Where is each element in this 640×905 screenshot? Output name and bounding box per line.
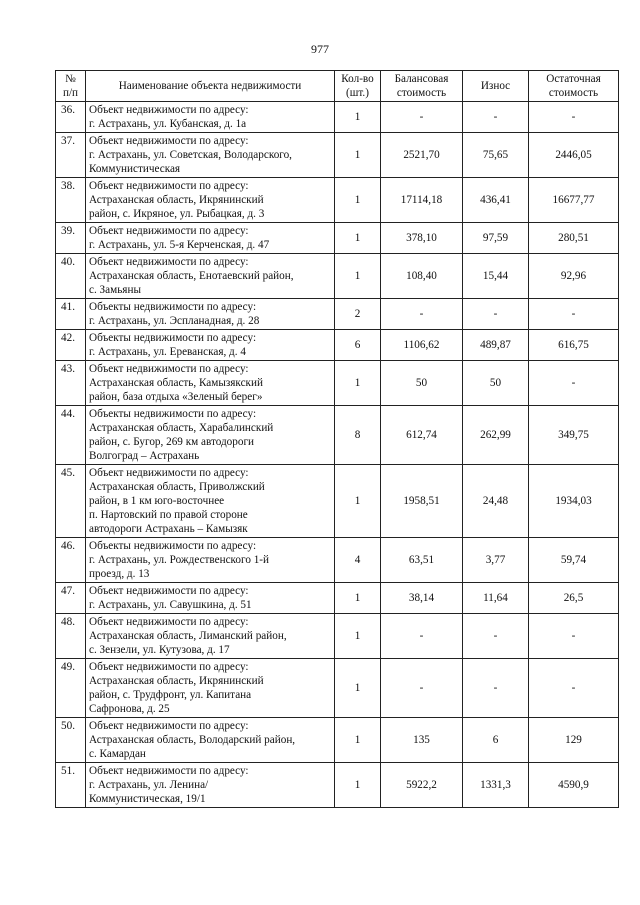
balance-value-cell: 1106,62 — [381, 330, 463, 361]
address-line: г. Астрахань, ул. Ленина/ — [89, 779, 209, 791]
row-number: 49. — [56, 659, 86, 718]
address-line: Объект недвижимости по адресу: — [89, 616, 249, 628]
quantity-cell: 1 — [335, 361, 381, 406]
address-line: с. Зензели, ул. Кутузова, д. 17 — [89, 644, 230, 656]
address-line: Объекты недвижимости по адресу: — [89, 408, 257, 420]
balance-value-cell: - — [381, 102, 463, 133]
residual-value-cell: 26,5 — [529, 583, 619, 614]
row-number: 47. — [56, 583, 86, 614]
address-line: г. Астрахань, ул. Кубанская, д. 1а — [89, 118, 247, 130]
header-qty: Кол-во (шт.) — [335, 71, 381, 102]
address-line: Объект недвижимости по адресу: — [89, 585, 249, 597]
quantity-cell: 1 — [335, 178, 381, 223]
property-address — [86, 361, 335, 406]
table-row — [56, 330, 619, 361]
table-body — [56, 102, 619, 808]
address-line: Объект недвижимости по адресу: — [89, 720, 249, 732]
address-line: район, с. Трудфронт, ул. Капитана — [89, 689, 252, 701]
header-balance: Балансовая стоимость — [381, 71, 463, 102]
wear-cell: 6 — [463, 718, 529, 763]
property-address — [86, 718, 335, 763]
residual-value-cell: 16677,77 — [529, 178, 619, 223]
address-line: Коммунистическая — [89, 163, 181, 175]
table-row — [56, 538, 619, 583]
property-address — [86, 659, 335, 718]
wear-cell: 11,64 — [463, 583, 529, 614]
balance-value-cell: 1958,51 — [381, 465, 463, 538]
address-line: Астраханская область, Камызякский — [89, 377, 263, 389]
address-line: Астраханская область, Енотаевский район, — [89, 270, 294, 282]
address-line: Астраханская область, Икрянинский — [89, 194, 264, 206]
quantity-cell: 8 — [335, 406, 381, 465]
quantity-cell: 1 — [335, 465, 381, 538]
address-line: Астраханская область, Володарский район, — [89, 734, 296, 746]
residual-value-cell: 59,74 — [529, 538, 619, 583]
quantity-cell: 1 — [335, 102, 381, 133]
row-number: 50. — [56, 718, 86, 763]
address-line: Астраханская область, Приволжский — [89, 481, 265, 493]
address-line: район, база отдыха «Зеленый берег» — [89, 391, 263, 403]
quantity-cell: 1 — [335, 659, 381, 718]
table-row — [56, 254, 619, 299]
balance-value-cell: 612,74 — [381, 406, 463, 465]
property-address — [86, 223, 335, 254]
balance-value-cell: 5922,2 — [381, 763, 463, 808]
residual-value-cell: - — [529, 102, 619, 133]
address-line: с. Камардан — [89, 748, 146, 760]
address-line: Объекты недвижимости по адресу: — [89, 540, 257, 552]
property-address — [86, 583, 335, 614]
address-line: г. Астрахань, ул. Эспланадная, д. 28 — [89, 315, 260, 327]
table-row — [56, 361, 619, 406]
address-line: Астраханская область, Лиманский район, — [89, 630, 287, 642]
residual-value-cell: 280,51 — [529, 223, 619, 254]
address-line: г. Астрахань, ул. Савушкина, д. 51 — [89, 599, 252, 611]
balance-value-cell: 108,40 — [381, 254, 463, 299]
balance-value-cell: 17114,18 — [381, 178, 463, 223]
header-wear: Износ — [463, 71, 529, 102]
balance-value-cell: 135 — [381, 718, 463, 763]
address-line: п. Нартовский по правой стороне — [89, 509, 248, 521]
table-row — [56, 223, 619, 254]
quantity-cell: 1 — [335, 223, 381, 254]
address-line: Волгоград – Астрахань — [89, 450, 200, 462]
quantity-cell: 1 — [335, 254, 381, 299]
address-line: Объект недвижимости по адресу: — [89, 135, 249, 147]
address-line: проезд, д. 13 — [89, 568, 150, 580]
row-number: 40. — [56, 254, 86, 299]
balance-value-cell: 63,51 — [381, 538, 463, 583]
wear-cell: 3,77 — [463, 538, 529, 583]
balance-value-cell: 50 — [381, 361, 463, 406]
address-line: Объекты недвижимости по адресу: — [89, 332, 257, 344]
row-number: 41. — [56, 299, 86, 330]
balance-value-cell: 38,14 — [381, 583, 463, 614]
table-row — [56, 133, 619, 178]
page-number: 977 — [311, 42, 329, 56]
property-address — [86, 406, 335, 465]
balance-value-cell: - — [381, 659, 463, 718]
wear-cell: 97,59 — [463, 223, 529, 254]
property-table — [55, 70, 619, 808]
address-line: Коммунистическая, 19/1 — [89, 793, 206, 805]
wear-cell: 262,99 — [463, 406, 529, 465]
wear-cell: 24,48 — [463, 465, 529, 538]
residual-value-cell: 2446,05 — [529, 133, 619, 178]
quantity-cell: 1 — [335, 583, 381, 614]
wear-cell: - — [463, 659, 529, 718]
table-header-row — [56, 71, 619, 102]
address-line: г. Астрахань, ул. 5-я Керченская, д. 47 — [89, 239, 270, 251]
residual-value-cell: - — [529, 299, 619, 330]
address-line: Объект недвижимости по адресу: — [89, 467, 249, 479]
address-line: г. Астрахань, ул. Рождественского 1-й — [89, 554, 270, 566]
property-address — [86, 614, 335, 659]
row-number: 46. — [56, 538, 86, 583]
address-line: Объект недвижимости по адресу: — [89, 256, 249, 268]
table-row — [56, 465, 619, 538]
property-address — [86, 254, 335, 299]
row-number: 36. — [56, 102, 86, 133]
residual-value-cell: 4590,9 — [529, 763, 619, 808]
row-number: 44. — [56, 406, 86, 465]
balance-value-cell: - — [381, 299, 463, 330]
header-name: Наименование объекта недвижимости — [86, 71, 335, 102]
table-row — [56, 763, 619, 808]
row-number: 39. — [56, 223, 86, 254]
table-row — [56, 583, 619, 614]
address-line: Объект недвижимости по адресу: — [89, 661, 249, 673]
table-row — [56, 299, 619, 330]
wear-cell: - — [463, 614, 529, 659]
address-line: Астраханская область, Харабалинский — [89, 422, 274, 434]
quantity-cell: 1 — [335, 133, 381, 178]
property-address — [86, 330, 335, 361]
address-line: автодороги Астрахань – Камызяк — [89, 523, 248, 535]
balance-value-cell: 2521,70 — [381, 133, 463, 178]
quantity-cell: 1 — [335, 763, 381, 808]
balance-value-cell: - — [381, 614, 463, 659]
residual-value-cell: - — [529, 614, 619, 659]
row-number: 38. — [56, 178, 86, 223]
quantity-cell: 2 — [335, 299, 381, 330]
address-line: район, с. Бугор, 269 км автодороги — [89, 436, 255, 448]
residual-value-cell: 349,75 — [529, 406, 619, 465]
row-number: 37. — [56, 133, 86, 178]
address-line: с. Замьяны — [89, 284, 141, 296]
address-line: Объект недвижимости по адресу: — [89, 104, 249, 116]
wear-cell: 436,41 — [463, 178, 529, 223]
row-number: 45. — [56, 465, 86, 538]
quantity-cell: 1 — [335, 614, 381, 659]
address-line: Объекты недвижимости по адресу: — [89, 301, 257, 313]
table-row — [56, 102, 619, 133]
table-row — [56, 614, 619, 659]
table-row — [56, 659, 619, 718]
residual-value-cell: 616,75 — [529, 330, 619, 361]
residual-value-cell: 1934,03 — [529, 465, 619, 538]
wear-cell: - — [463, 299, 529, 330]
residual-value-cell: 129 — [529, 718, 619, 763]
wear-cell: 1331,3 — [463, 763, 529, 808]
quantity-cell: 1 — [335, 718, 381, 763]
header-residual: Остаточная стоимость — [529, 71, 619, 102]
wear-cell: - — [463, 102, 529, 133]
residual-value-cell: 92,96 — [529, 254, 619, 299]
wear-cell: 15,44 — [463, 254, 529, 299]
table-row — [56, 718, 619, 763]
property-address — [86, 178, 335, 223]
row-number: 48. — [56, 614, 86, 659]
table-row — [56, 406, 619, 465]
address-line: Объект недвижимости по адресу: — [89, 180, 249, 192]
address-line: Объект недвижимости по адресу: — [89, 765, 249, 777]
row-number: 42. — [56, 330, 86, 361]
address-line: Объект недвижимости по адресу: — [89, 363, 249, 375]
table-row — [56, 178, 619, 223]
balance-value-cell: 378,10 — [381, 223, 463, 254]
property-address — [86, 299, 335, 330]
row-number: 51. — [56, 763, 86, 808]
address-line: район, в 1 км юго-восточнее — [89, 495, 225, 507]
row-number: 43. — [56, 361, 86, 406]
property-address — [86, 465, 335, 538]
address-line: район, с. Икряное, ул. Рыбацкая, д. 3 — [89, 208, 265, 220]
residual-value-cell: - — [529, 659, 619, 718]
address-line: Объект недвижимости по адресу: — [89, 225, 249, 237]
property-address — [86, 102, 335, 133]
quantity-cell: 4 — [335, 538, 381, 583]
property-address — [86, 763, 335, 808]
wear-cell: 489,87 — [463, 330, 529, 361]
wear-cell: 50 — [463, 361, 529, 406]
header-num: № п/п — [56, 71, 86, 102]
property-address — [86, 133, 335, 178]
address-line: Астраханская область, Икрянинский — [89, 675, 264, 687]
wear-cell: 75,65 — [463, 133, 529, 178]
address-line: г. Астрахань, ул. Советская, Володарского, — [89, 149, 292, 161]
quantity-cell: 6 — [335, 330, 381, 361]
property-address — [86, 538, 335, 583]
address-line: Сафронова, д. 25 — [89, 703, 170, 715]
residual-value-cell: - — [529, 361, 619, 406]
address-line: г. Астрахань, ул. Ереванская, д. 4 — [89, 346, 246, 358]
